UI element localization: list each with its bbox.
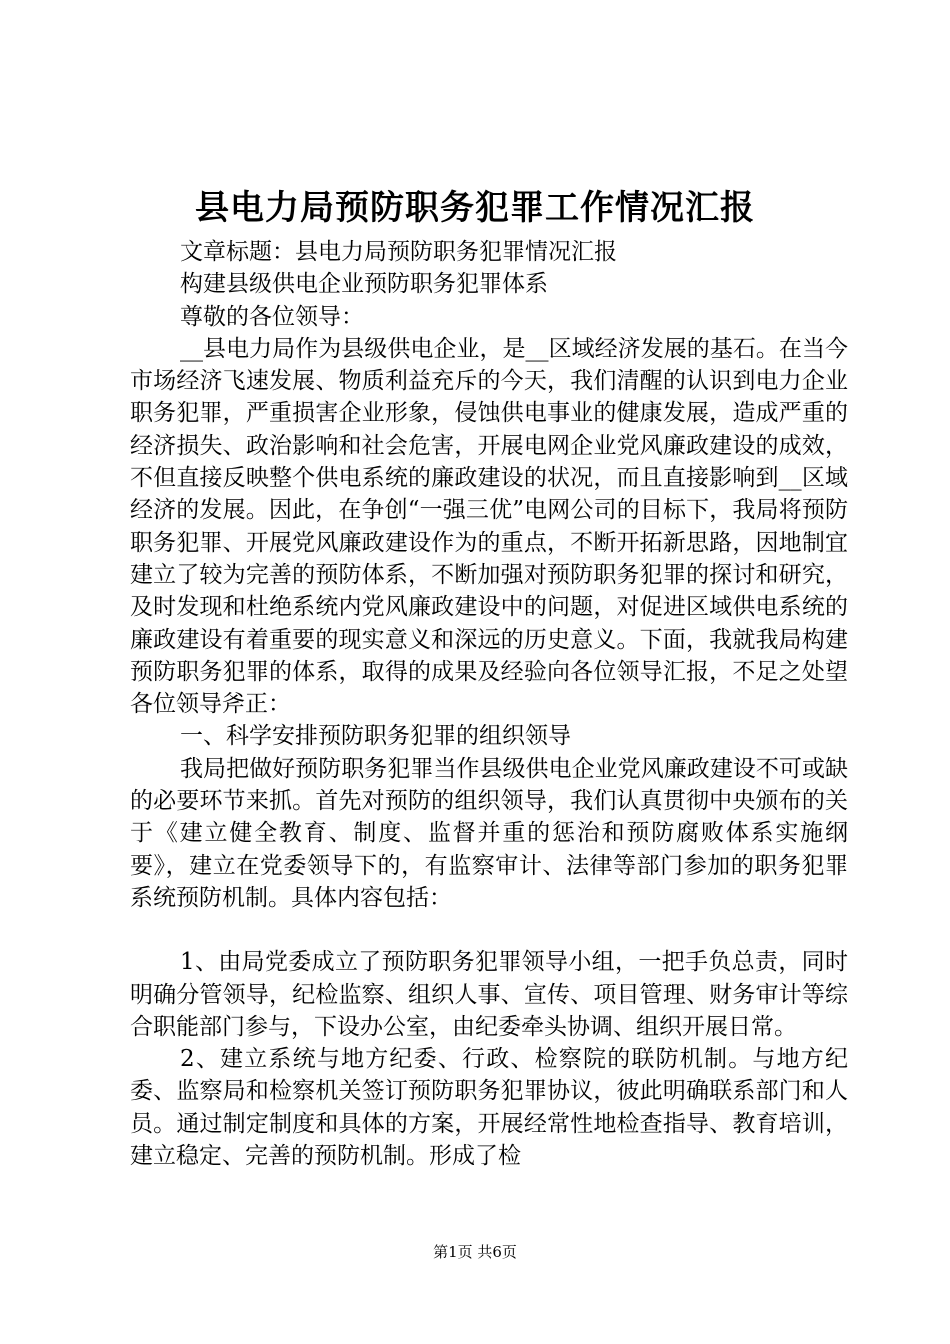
page-footer: 第1页 共6页 [433, 1243, 517, 1261]
document-body [130, 236, 848, 1172]
section-heading-1: 一、科学安排预防职务犯罪的组织领导 [180, 723, 571, 750]
paragraph-item-2: 2、建立系统与地方纪委、行政、检察院的联防机制。与地方纪委、监察局和检察机关签订预防职务犯罪协议，彼此明确联系部门和人员。通过制定制度和具体的方案，开展经常性地检查指导、教育培训，建立稳定、完善的预防机制。形成了检 [130, 1046, 848, 1170]
paragraph-section-1-body: 我局把做好预防职务犯罪当作县级供电企业党风廉政建设不可或缺的必要环节来抓。首先对预防的组织领导，我们认真贯彻中央颁布的关于《建立健全教育、制度、监督并重的惩治和预防腐败体系实施纲要》，建立在党委领导下的，有监察审计、法律等部门参加的职务犯罪系统预防机制。具体内容包括： [130, 755, 848, 911]
paragraph-salutation: 尊敬的各位领导： [180, 303, 364, 330]
paragraph-introduction: __县电力局作为县级供电企业，是__区域经济发展的基石。在当今市场经济飞速发展、物质利益充斥的今天，我们清醒的认识到电力企业职务犯罪，严重损害企业形象，侵蚀供电事业的健康发展，造成严重的经济损失、政治影响和社会危害，开展电网企业党风廉政建设的成效，不但直接反映整个供电系统的廉政建设的状况，而且直接影响到__区域经济的发展。因此，在争创“一强三优”电网公司的目标下，我局将预防职务犯罪、开展党风廉政建设作为的重点，不断开拓新思路，因地制宜建立了较为完善的预防体系，不断加强对预防职务犯罪的探讨和研究，及时发现和杜绝系统内党风廉政建设中的问题，对促进区域供电系统的廉政建设有着重要的现实意义和深远的历史意义。下面，我就我局构建预防职务犯罪的体系，取得的成果及经验向各位领导汇报，不足之处望各位领导斧正： [130, 335, 848, 718]
document-title: 县电力局预防职务犯罪工作情况汇报 [195, 188, 755, 228]
paragraph-subtitle: 构建县级供电企业预防职务犯罪体系 [180, 271, 548, 298]
paragraph-item-1: 1、由局党委成立了预防职务犯罪领导小组，一把手负总责，同时明确分管领导，纪检监察、组织人事、宣传、项目管理、财务审计等综合职能部门参与，下设办公室，由纪委牵头协调、组织开展日常。 [130, 949, 848, 1040]
paragraph-article-title: 文章标题：县电力局预防职务犯罪情况汇报 [180, 239, 617, 265]
